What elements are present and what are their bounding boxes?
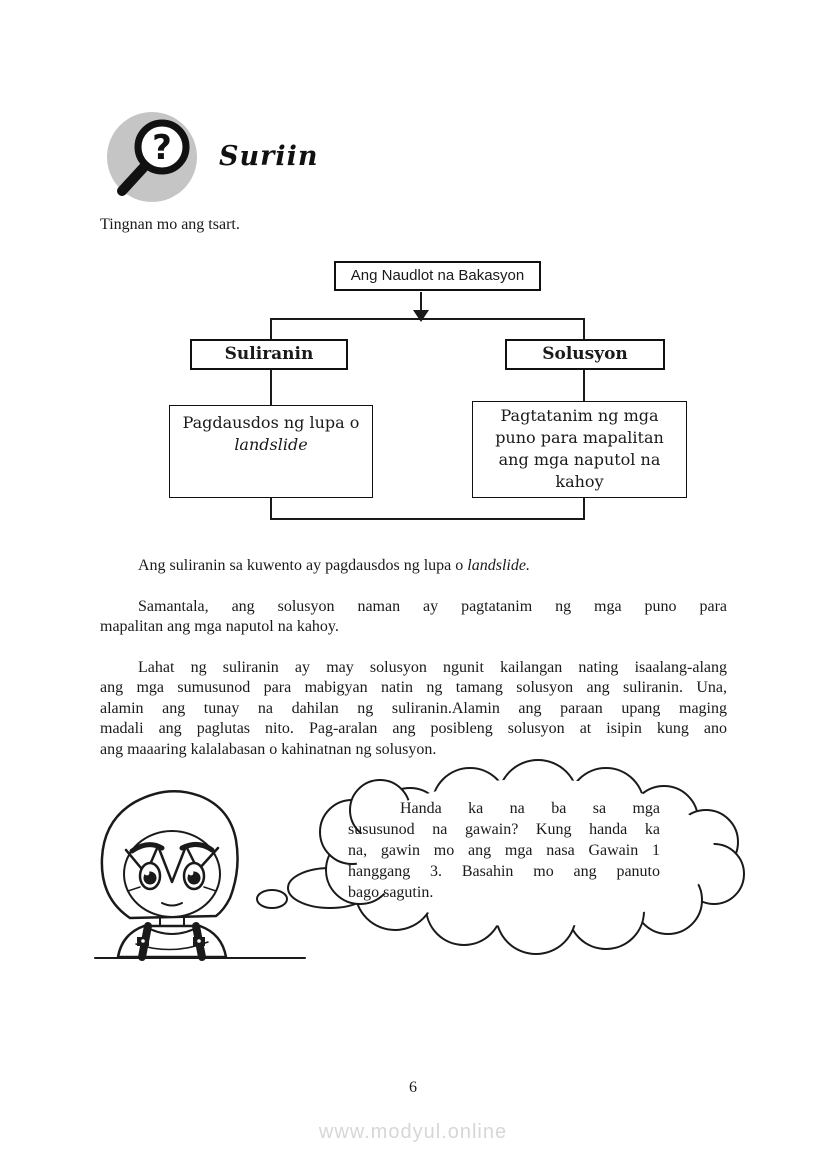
text-line: madali ang paglutas nito. Pag-aralan ang posibleng solusyon at isipin kung ano: [100, 720, 727, 737]
text-line: Samantala, ang solusyon naman ay pagtatanim ng mga puno para: [138, 597, 727, 615]
down-arrow-head: [413, 310, 429, 322]
intro-text: Tingnan mo ang tsart.: [100, 216, 240, 233]
bubble-line: Handa ka na ba sa mga: [400, 800, 660, 817]
flowchart-solution-label-box: Solusyon: [505, 339, 665, 370]
bubble-line: sususunod na gawain? Kung handa ka: [348, 821, 660, 838]
flowchart-solution-content-box: [472, 401, 687, 498]
flowchart-problem-content-box: [169, 405, 373, 498]
text-line: mapalitan ang mga naputol na kahoy.: [100, 618, 339, 635]
question-mark-glyph: ?: [152, 128, 172, 168]
paragraph-1-italic: landslide.: [467, 557, 530, 574]
flowchart-root-box: Ang Naudlot na Bakasyon: [334, 261, 541, 291]
flowchart-problem-label-box: Suliranin: [190, 339, 348, 370]
text-line: alamin ang tunay na dahilan ng suliranin.Alamin ang paraan upang maging: [100, 699, 727, 717]
top-connector: [271, 319, 584, 339]
solution-text-line: puno para mapalitan: [495, 428, 664, 447]
text-line: ang maaaring kalalabasan o kahinatnan ng solusyon.: [100, 740, 437, 758]
solution-text-line: Pagtatanim ng mga: [500, 406, 659, 425]
solution-text-line: kahoy: [555, 472, 604, 491]
solution-text-line: ang mga naputol na: [498, 450, 661, 469]
paragraph-1-text: Ang suliranin sa kuwento ay pagdausdos ng lupa o: [138, 557, 468, 574]
page-number: 6: [409, 1079, 417, 1096]
bubble-line: bago sagutin.: [348, 884, 434, 901]
problem-text-italic: landslide: [234, 435, 308, 454]
torso: [118, 926, 226, 957]
thought-bubble-text: [348, 798, 660, 903]
text-line: Lahat ng suliranin ay may solusyon ngunit kailangan nating isaalang-alang: [138, 658, 727, 676]
bubble-line: hanggang 3. Basahin mo ang panuto: [348, 863, 660, 880]
boy-character-illustration: [95, 791, 305, 958]
bubble-line: na, gawin mo ang mga nasa Gawain 1: [348, 842, 660, 859]
problem-text-line: Pagdausdos ng lupa o: [182, 413, 360, 432]
page-title: Suriin: [219, 141, 319, 172]
watermark: www.modyul.online: [318, 1121, 508, 1143]
text-line: ang mga sumusunod para mabigyan natin ng tamang solusyon ang suliranin. Una,: [100, 679, 727, 696]
